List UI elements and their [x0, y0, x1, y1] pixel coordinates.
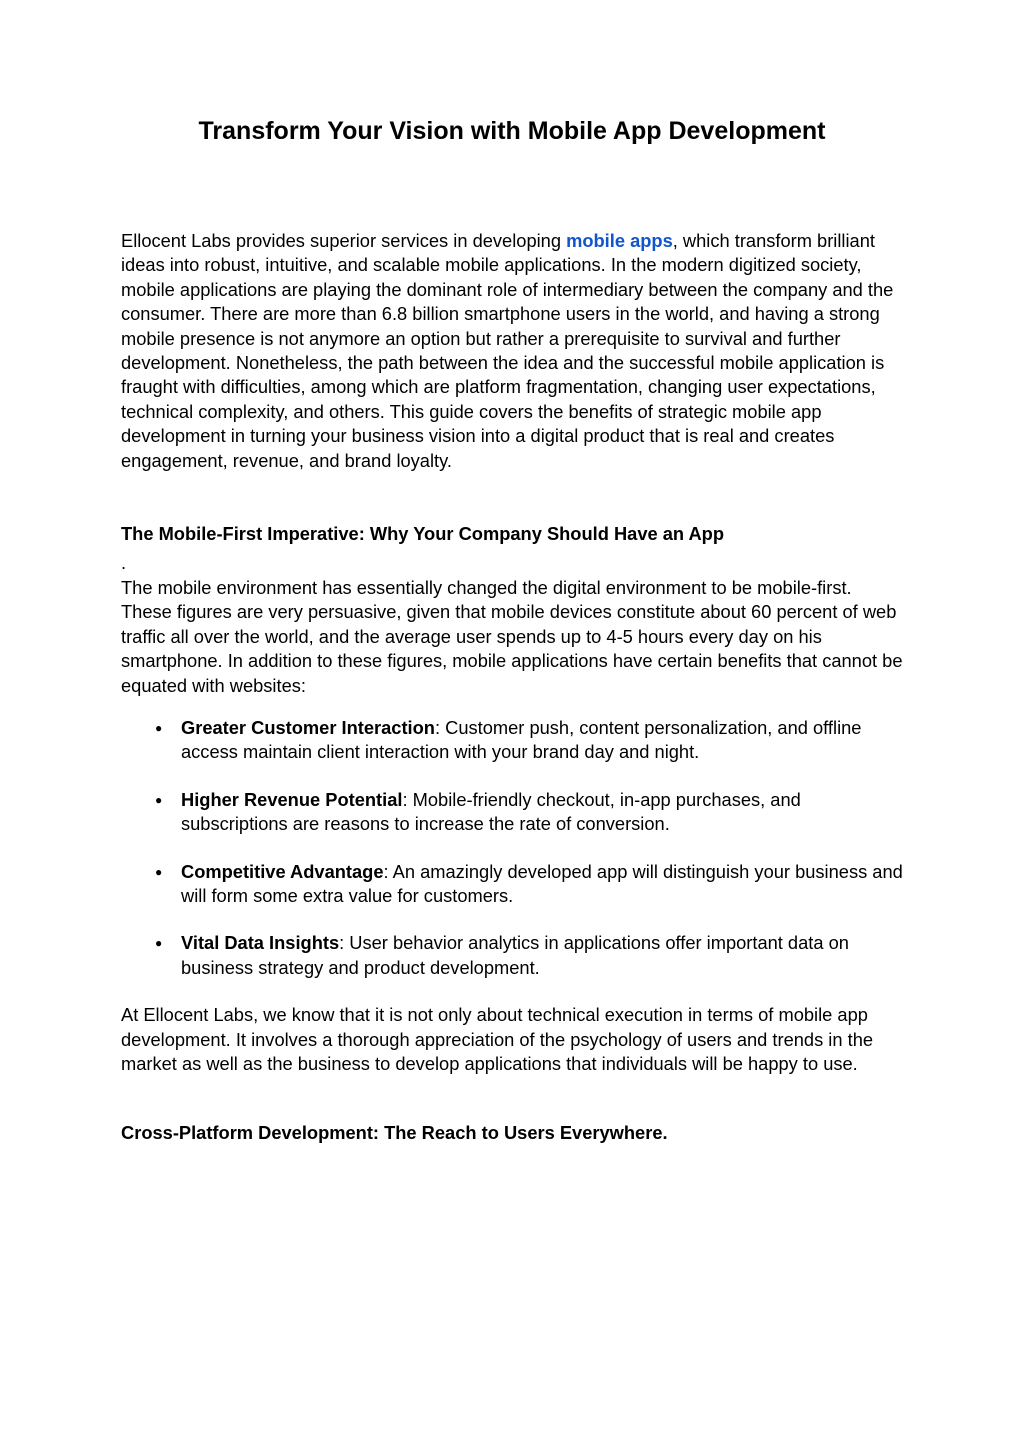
bullet-icon: ● [155, 792, 163, 807]
intro-text-after: , which transform brilliant ideas into robust, intuitive, and scalable mobile applications. In the modern digitized society, mobile applications are playing the dominant role of intermediary between the company and the consumer. There are more than 6.8 billion smartphone users in the world, and having a strong mobile presence is not anymore an option but rather a prerequisite to survival and further development. Nonetheless, the path between the idea and the successful mobile application is fraught with difficulties, among which are platform fragmentation, changing user expectations, technical complexity, and others. This guide covers the benefits of strategic mobile app development in turning your business vision into a digital product that is real and creates engagement, revenue, and brand loyalty. [121, 230, 894, 471]
bullet-label: Greater Customer Interaction [181, 716, 435, 738]
list-item-vital-data-insights [121, 931, 903, 980]
section-heading-mobile-first: The Mobile-First Imperative: Why Your Company Should Have an App [121, 523, 725, 545]
bullet-label: Higher Revenue Potential [181, 788, 403, 810]
list-item-greater-customer-interaction [121, 716, 903, 765]
bullet-label: Competitive Advantage [181, 860, 384, 882]
bullet-icon: ● [155, 720, 163, 735]
benefits-list [121, 716, 903, 980]
bullet-text: : User behavior analytics in applications offer important data on business strategy and product development. [181, 932, 849, 978]
bullet-text: : Customer push, content personalization, and offline access maintain client interaction with your brand day and night. [181, 716, 862, 763]
document-page [0, 115, 1024, 1440]
bullet-icon: ● [155, 936, 163, 951]
section-heading-cross-platform: Cross-Platform Development: The Reach to Users Everywhere. [121, 1122, 668, 1144]
stray-period: . [121, 552, 127, 574]
list-item-higher-revenue-potential [121, 788, 903, 837]
mobile-apps-link[interactable]: mobile apps [566, 230, 673, 251]
bullet-text: : Mobile-friendly checkout, in-app purchases, and subscriptions are reasons to increase the rate of conversion. [181, 788, 801, 835]
closing-paragraph: At Ellocent Labs, we know that it is not only about technical execution in terms of mobile app development. It involves a thorough appreciation of the psychology of users and trends in the market as well as the business to develop applications that individuals will be happy to use. [121, 1004, 874, 1074]
page-title: Transform Your Vision with Mobile App Development [198, 117, 826, 145]
bullet-icon: ● [155, 864, 163, 879]
intro-text-before: Ellocent Labs provides superior services in developing [121, 230, 567, 251]
bullet-label: Vital Data Insights [181, 932, 340, 954]
bullet-text: : An amazingly developed app will distinguish your business and will form some extra value for customers. [181, 860, 903, 906]
list-item-competitive-advantage [121, 860, 903, 909]
mobile-first-paragraph: The mobile environment has essentially changed the digital environment to be mobile-first. These figures are very persuasive, given that mobile devices constitute about 60 percent of web traffic all over the world, and the average user spends up to 4-5 hours every day on his smartphone. In addition to these figures, mobile applications have certain benefits that cannot be equated with websites: [121, 576, 903, 696]
intro-paragraph [121, 229, 903, 473]
